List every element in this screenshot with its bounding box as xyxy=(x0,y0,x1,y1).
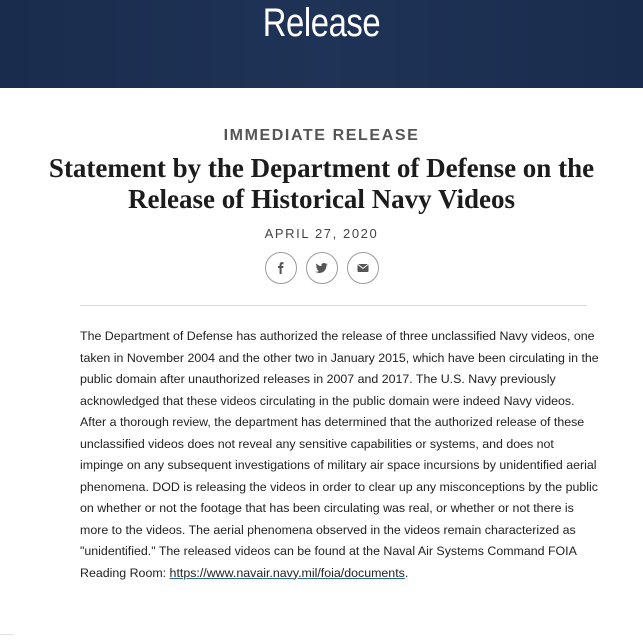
page-banner xyxy=(0,0,643,88)
foia-reading-room-link[interactable]: https://www.navair.navy.mil/foia/documents xyxy=(169,565,405,580)
article-body-text: The Department of Defense has authorized the release of three unclassified Navy videos, one taken in November 2004 and the other two in January 2015, which have been circulating in the public domain after unauthorized releases in 2007 and 2017. The U.S. Navy previously acknowledged that these videos circulating in the public domain were indeed Navy videos. After a thorough review, the department has determined that the authorized release of these unclassified videos does not reveal any sensitive capabilities or systems, and does not impinge on any subsequent investigations of military air space incursions by unidentified aerial phenomena. DOD is releasing the videos in order to clear up any misconceptions by the public on whether or not the footage that has been circulating was real, or whether or not there is more to the videos. The aerial phenomena observed in the videos remain characterized as "unidentified." The released videos can be found at the Naval Air Systems Command FOIA Reading Room: xyxy=(80,329,599,580)
twitter-icon xyxy=(315,262,328,274)
email-icon xyxy=(357,263,369,273)
share-email-button[interactable] xyxy=(347,252,379,284)
share-facebook-button[interactable] xyxy=(265,252,297,284)
share-twitter-button[interactable] xyxy=(306,252,338,284)
publish-date: APRIL 27, 2020 xyxy=(264,226,379,241)
facebook-icon xyxy=(275,262,287,274)
section-divider xyxy=(80,305,587,306)
article-body xyxy=(80,326,600,584)
share-buttons xyxy=(0,252,643,284)
article-body-end: . xyxy=(404,565,409,580)
article-headline: Statement by the Department of Defense on the Release of Historical Navy Videos xyxy=(48,153,595,214)
page-corner-mark xyxy=(0,634,14,640)
release-type-label: IMMEDIATE RELEASE xyxy=(223,127,420,144)
banner-title: Release xyxy=(262,1,381,45)
